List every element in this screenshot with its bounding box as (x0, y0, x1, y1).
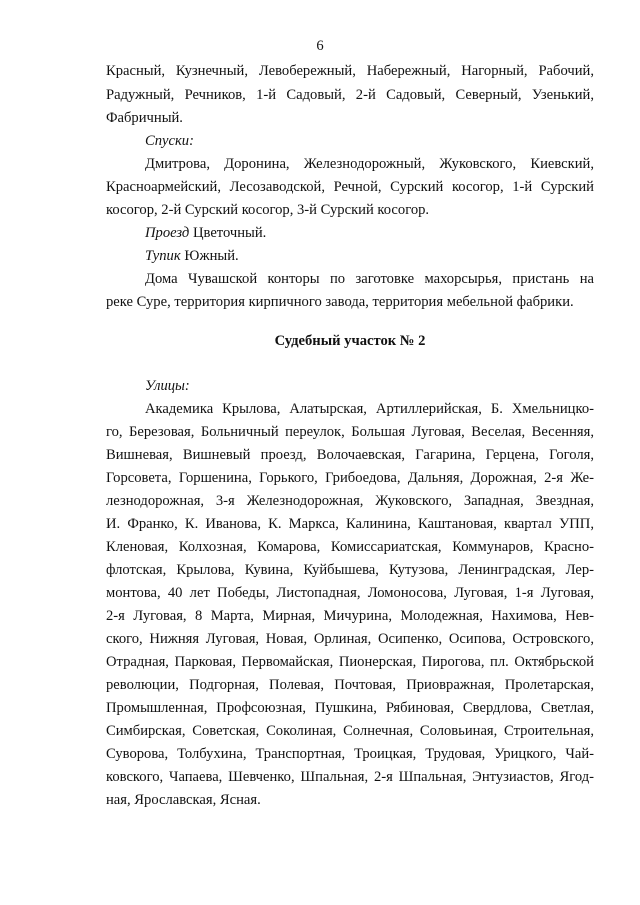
text-line: лезнодорожная, 3-я Железнодорожная, Жуковского, Западная, Звездная, (106, 493, 594, 509)
text-line: И. Франко, К. Иванова, К. Маркса, Калинина, Каштановая, квартал УПП, (106, 516, 594, 532)
text-line: реке Суре, территория кирпичного завода, территория мебельной фабрики. (106, 294, 574, 310)
deadend-label: Тупик (145, 248, 181, 264)
passage-value: Цветочный. (192, 225, 267, 241)
text-line: Симбирская, Советская, Соколиная, Солнечная, Соловьиная, Строительная, (106, 723, 594, 739)
text-line: 2-я Луговая, 8 Марта, Мирная, Мичурина, Молодежная, Нахимова, Нев- (106, 608, 594, 624)
text-line: Радужный, Речников, 1-й Садовый, 2-й Садовый, Северный, Узенький, (106, 87, 594, 103)
deadend-line (145, 247, 633, 265)
text-line: Суворова, Толбухина, Транспортная, Троицкая, Трудовая, Урицкого, Чай- (106, 746, 594, 762)
page-number: 6 (316, 38, 324, 54)
text-line: Академика Крылова, Алатырская, Артиллерийская, Б. Хмельницко- (145, 401, 594, 417)
text-line: Красный, Кузнечный, Левобережный, Набережный, Нагорный, Рабочий, (106, 63, 594, 79)
text-line: ная, Ярославская, Ясная. (106, 792, 261, 808)
text-line: монтова, 40 лет Победы, Листопадная, Ломоносова, Луговая, 1-я Луговая, (106, 585, 594, 601)
text-line: Горсовета, Горшенина, Горького, Грибоедова, Дальняя, Дорожная, 2-я Же- (106, 470, 594, 486)
text-line: флотская, Крылова, Кувина, Куйбышева, Кутузова, Ленинградская, Лер- (106, 562, 594, 578)
text-line: Кленовая, Колхозная, Комарова, Комиссариатская, Коммунаров, Красно- (106, 539, 594, 555)
section-heading: Судебный участок № 2 (274, 333, 426, 349)
text-line: косогор, 2-й Сурский косогор, 3-й Сурский косогор. (106, 202, 430, 218)
passage-label: Проезд (145, 225, 190, 241)
text-line: Дмитрова, Доронина, Железнодорожный, Жуковского, Киевский, (145, 156, 594, 172)
deadend-value: Южный. (184, 248, 239, 264)
text-line: ского, Нижняя Луговая, Новая, Орлиная, Осипенко, Осипова, Островского, (106, 631, 594, 647)
text-line: го, Березовая, Больничный переулок, Большая Луговая, Веселая, Весенняя, (106, 424, 594, 440)
passage-line (145, 224, 633, 242)
text-line: Фабричный. (106, 110, 183, 126)
text-line: Дома Чувашской конторы по заготовке махорсырья, пристань на (145, 271, 594, 287)
text-line: ковского, Чапаева, Шевченко, Шпальная, 2-я Шпальная, Энтузиастов, Ягод- (106, 769, 594, 785)
text-line: Отрадная, Парковая, Первомайская, Пионерская, Пирогова, пл. Октябрьской (106, 654, 594, 670)
text-line: Промышленная, Профсоюзная, Пушкина, Рябиновая, Свердлова, Светлая, (106, 700, 594, 716)
text-line: Вишневая, Вишневый проезд, Волочаевская, Гагарина, Герцена, Гоголя, (106, 447, 594, 463)
streets-label: Улицы: (145, 378, 190, 394)
descents-label: Спуски: (145, 133, 194, 149)
text-line: революции, Подгорная, Полевая, Почтовая, Приовражная, Пролетарская, (106, 677, 594, 693)
text-line: Красноармейский, Лесозаводской, Речной, Сурский косогор, 1-й Сурский (106, 179, 594, 195)
